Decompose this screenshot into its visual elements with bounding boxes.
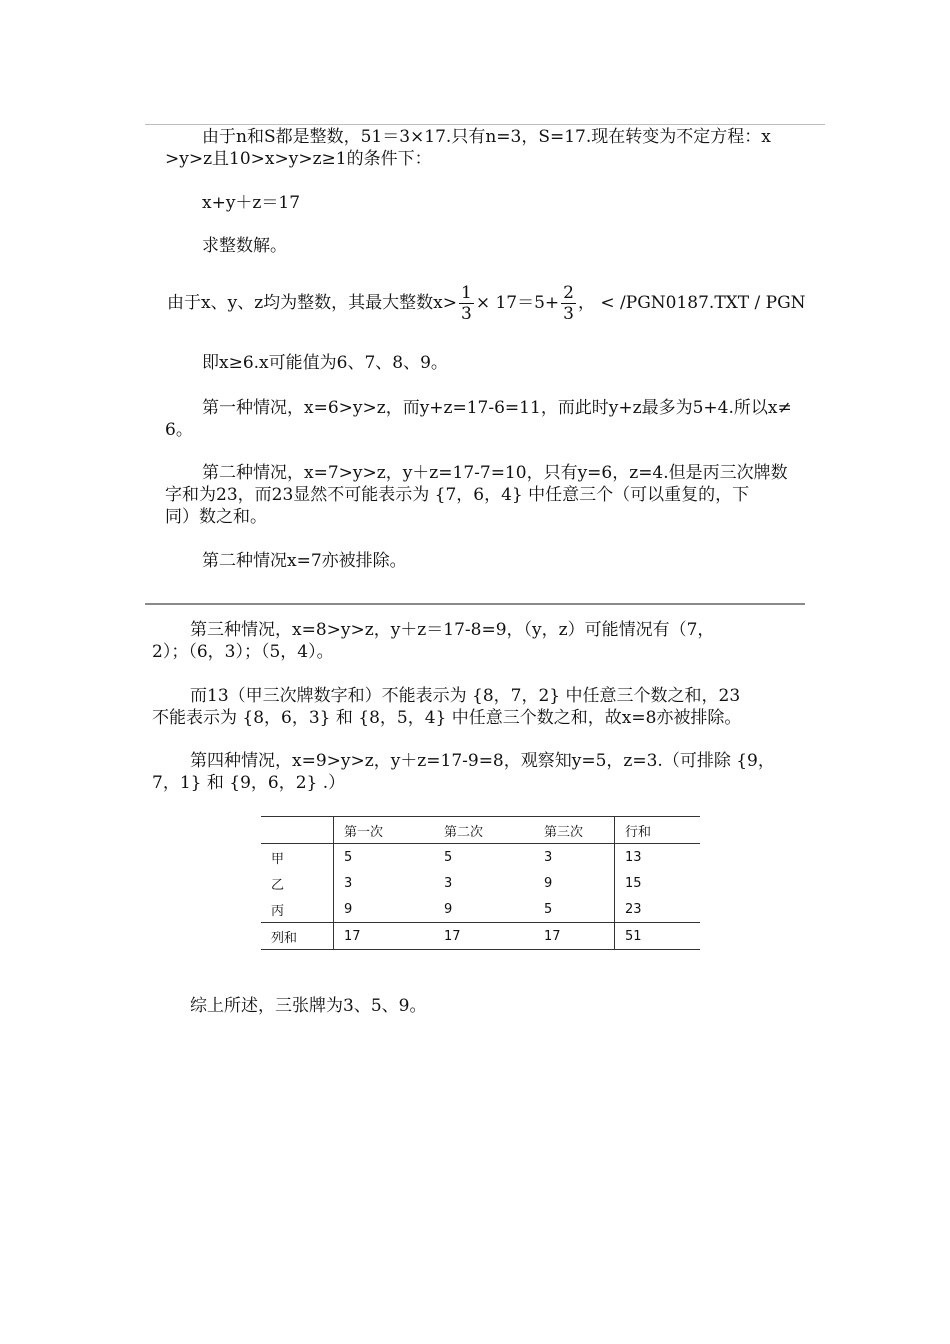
fraction-numerator: 2 — [563, 283, 574, 303]
paragraph: 即x≥6.x可能值为6、7、8、9。 — [202, 353, 448, 373]
paragraph: 第二种情况x=7亦被排除。 — [202, 551, 407, 571]
table-row — [261, 896, 700, 923]
table-row-label: 丙 — [261, 896, 334, 923]
paragraph-text: 由于x、y、z均为整数，其最大整数x> — [167, 293, 457, 313]
fraction-numerator: 1 — [460, 283, 472, 303]
table-row-label: 甲 — [261, 844, 334, 871]
table-header-cell: 行和 — [615, 817, 701, 844]
top-divider — [145, 124, 825, 125]
fraction-two-thirds — [561, 283, 576, 324]
table-cell: 5 — [444, 849, 453, 865]
paragraph-line: 第三种情况，x=8>y>z，y＋z＝17-8=9，（y，z）可能情况有（7， — [190, 620, 715, 640]
table-header-cell: 第一次 — [334, 817, 435, 844]
table-cell: 3 — [534, 844, 615, 871]
paragraph-line: >y>z且10>x>y>z≥1的条件下： — [165, 149, 432, 169]
paragraph-line: 2）；（6，3）；（5，4）。 — [152, 642, 334, 662]
table-cell: 13 — [625, 849, 642, 865]
table-cell: 3 — [444, 875, 453, 891]
paragraph: 求整数解。 — [202, 236, 287, 256]
table-cell: 5 — [534, 896, 615, 923]
paragraph-line: 由于n和S都是整数，51＝3×17.只有n=3，S=17.现在转变为不定方程：x — [202, 127, 771, 147]
table-header-cell: 第三次 — [534, 817, 615, 844]
table-cell: 9 — [344, 901, 353, 917]
table-header-row — [261, 817, 700, 844]
table-cell: 51 — [615, 923, 701, 950]
paragraph-line: 第四种情况，x=9>y>z，y＋z=17-9=8，观察知y=5，z=3.（可排除 {9， — [190, 751, 775, 771]
paragraph-line: 而13（甲三次牌数字和）不能表示为 {8，7，2} 中任意三个数之和，23 — [190, 686, 741, 706]
paragraph-text: ， < /PGN0187.TXT / PGN — [577, 293, 806, 313]
table-cell: 15 — [625, 875, 642, 891]
table-cell: 17 — [434, 923, 534, 950]
table-cell: 5 — [344, 849, 353, 865]
paragraph-line: 7，1} 和 {9，6，2} .） — [152, 773, 346, 793]
table-row — [261, 844, 700, 871]
fraction-denominator: 3 — [460, 304, 472, 324]
table-cell: 17 — [534, 923, 615, 950]
table-total-row — [261, 923, 700, 950]
fraction-one-third — [459, 283, 474, 324]
card-score-table — [261, 816, 700, 950]
conclusion: 综上所述，三张牌为3、5、9。 — [190, 996, 427, 1016]
paragraph-line: 同）数之和。 — [165, 507, 267, 527]
table-header-cell: 第二次 — [434, 817, 534, 844]
paragraph-line: 第一种情况，x=6>y>z，而y+z=17-6=11，而此时y+z最多为5+4.所以x≠ — [202, 398, 792, 418]
table-row-label: 列和 — [261, 923, 334, 950]
paragraph-line: 第二种情况，x=7>y>z，y＋z=17-7=10，只有y=6，z=4.但是丙三次牌数 — [202, 463, 788, 483]
table-cell: 9 — [444, 901, 453, 917]
paragraph-line: 字和为23，而23显然不可能表示为 {7，6，4} 中任意三个（可以重复的，下 — [165, 485, 750, 505]
paragraph-line: 不能表示为 {8，6，3} 和 {8，5，4} 中任意三个数之和，故x=8亦被排除。 — [152, 708, 742, 728]
paragraph-line: 6。 — [165, 420, 193, 440]
fraction-paragraph — [167, 283, 806, 324]
table-cell: 17 — [334, 923, 435, 950]
section-divider — [145, 603, 805, 605]
table-cell: 9 — [534, 870, 615, 896]
paragraph-text: × 17＝5+ — [475, 293, 560, 313]
table-cell: 3 — [344, 875, 353, 891]
table-cell: 23 — [625, 901, 642, 917]
table-row-label: 乙 — [261, 870, 334, 896]
table-header-cell — [261, 817, 334, 844]
table-row — [261, 870, 700, 896]
fraction-denominator: 3 — [563, 304, 574, 324]
equation: x+y＋z＝17 — [202, 193, 301, 213]
